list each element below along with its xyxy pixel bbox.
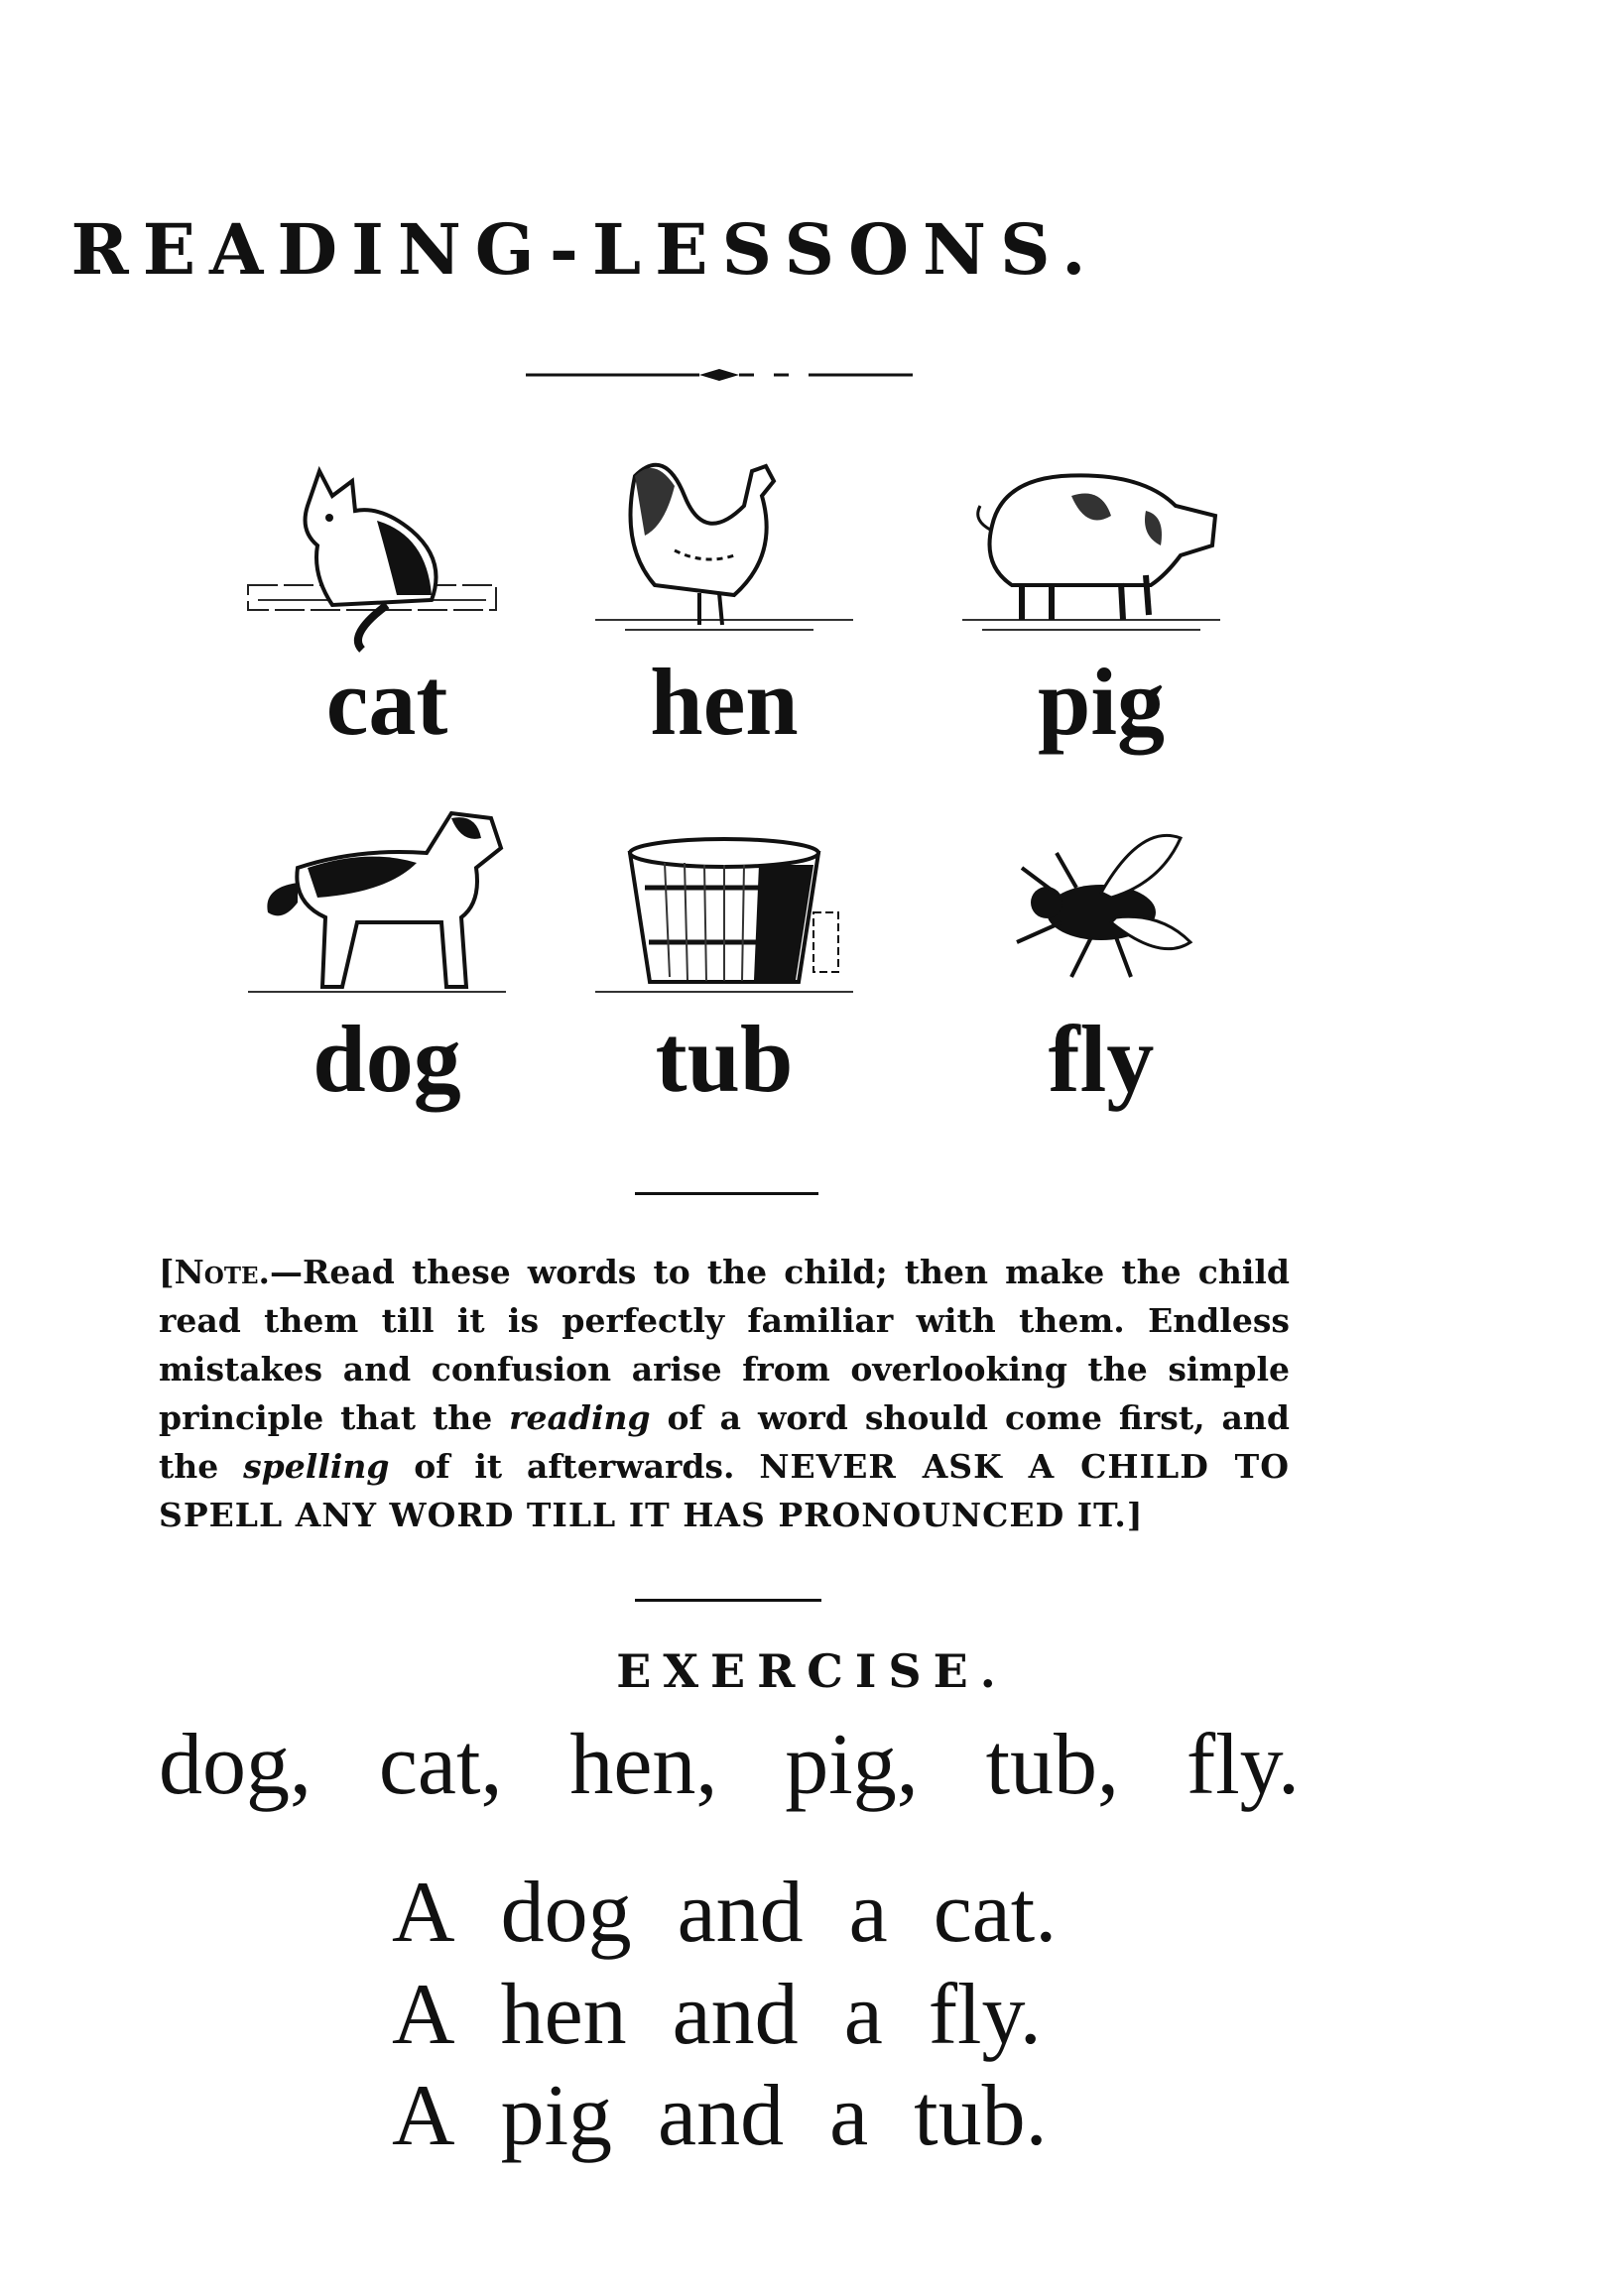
dog-illustration-icon: [238, 793, 536, 1012]
exercise-heading: EXERCISE.: [616, 1644, 1008, 1698]
page-title: READING-LESSONS.: [70, 208, 1100, 291]
note-text-1: —Read these words to the child; then make the child read them till it is perfectly familiar with them. Endless mistakes and confusion arise from overlooking the simple principle that the: [159, 1253, 1290, 1437]
picture-word-hen: hen: [650, 649, 799, 755]
note-em-spelling: spelling: [243, 1447, 390, 1486]
picture-cell-cat: [238, 436, 536, 755]
sentence-word: pig: [500, 2068, 613, 2164]
sentence-word: A: [392, 1865, 455, 1961]
tub-illustration-icon: [575, 793, 873, 1012]
cat-illustration-icon: [238, 436, 536, 655]
sentence-line-2: [392, 1967, 1087, 2063]
sentence-word: dog: [500, 1865, 632, 1961]
ornament-divider: [526, 365, 913, 385]
exercise-word: cat,: [378, 1717, 503, 1813]
note-lead: Note.: [174, 1253, 270, 1291]
picture-word-dog: dog: [312, 1006, 461, 1112]
picture-word-cat: cat: [325, 649, 448, 755]
teacher-note: [159, 1248, 1290, 1539]
exercise-word-list: [159, 1717, 1300, 1813]
note-caps: NEVER ASK A CHILD TO SPELL ANY WORD TILL IT HAS PRONOUNCED IT.: [159, 1447, 1290, 1534]
sentence-word: a: [843, 1967, 883, 2063]
sentence-word: and: [677, 1865, 804, 1961]
picture-cell-pig: [952, 436, 1250, 755]
sentence-word: and: [672, 1967, 799, 2063]
hen-illustration-icon: [575, 436, 873, 655]
note-text-3: of it afterwards.: [389, 1447, 760, 1486]
picture-word-tub: tub: [655, 1006, 794, 1112]
exercise-word: tub,: [985, 1717, 1120, 1813]
note-em-reading: reading: [509, 1398, 651, 1437]
sentence-word: A: [392, 2068, 455, 2164]
rule-divider-1: [635, 1192, 818, 1195]
sentence-word: a: [848, 1865, 888, 1961]
exercise-word: pig,: [785, 1717, 919, 1813]
fly-illustration-icon: [952, 793, 1250, 1012]
picture-cell-dog: [238, 793, 536, 1112]
sentence-word: a: [829, 2068, 869, 2164]
note-close-bracket: ]: [1126, 1496, 1143, 1534]
picture-cell-tub: [575, 793, 873, 1112]
sentence-word: fly.: [928, 1967, 1042, 2063]
sentence-line-3: [392, 2068, 1093, 2164]
rule-divider-2: [635, 1599, 821, 1602]
picture-cell-fly: [952, 793, 1250, 1112]
sentence-word: and: [658, 2068, 785, 2164]
picture-word-pig: pig: [1037, 649, 1166, 755]
sentence-word: tub.: [914, 2068, 1048, 2164]
exercise-word: dog,: [159, 1717, 312, 1813]
picture-word-fly: fly: [1048, 1006, 1155, 1112]
picture-cell-hen: [575, 436, 873, 755]
note-open-bracket: [: [159, 1253, 175, 1291]
exercise-word: hen,: [569, 1717, 718, 1813]
sentence-word: cat.: [933, 1865, 1058, 1961]
note-text-2: of a word should come first, and the: [159, 1398, 1290, 1486]
sentence-word: hen: [500, 1967, 627, 2063]
exercise-word: fly.: [1186, 1717, 1300, 1813]
sentence-word: A: [392, 1967, 455, 2063]
pig-illustration-icon: [952, 436, 1250, 655]
sentence-line-1: [392, 1865, 1102, 1961]
